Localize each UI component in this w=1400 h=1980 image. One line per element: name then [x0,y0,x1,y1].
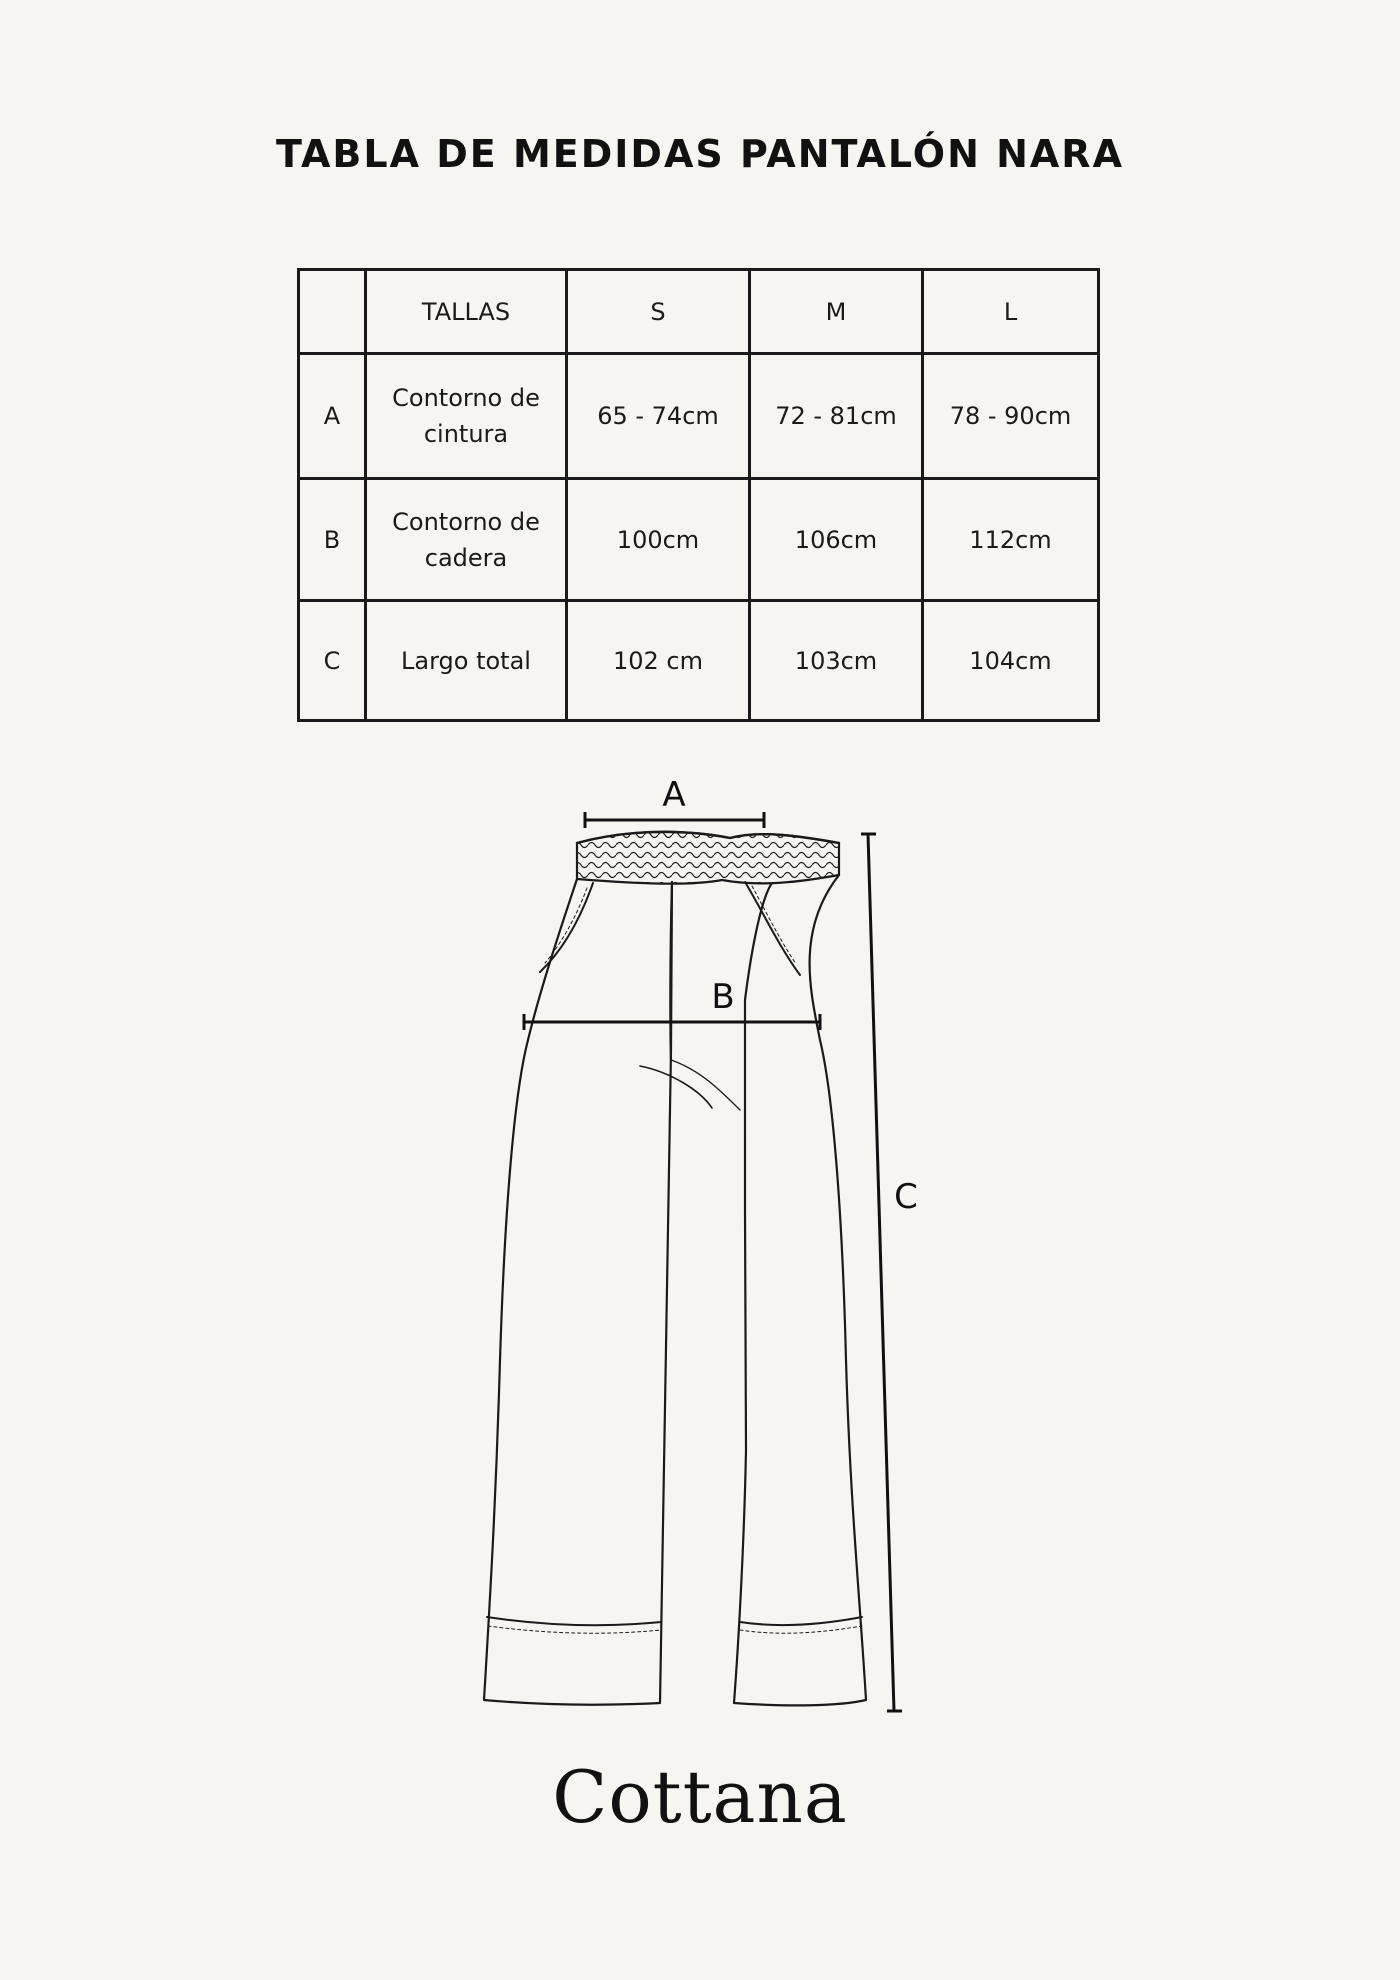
row-key: B [299,479,366,601]
value-size-l: 104cm [923,601,1099,721]
table-header-row [299,270,1099,354]
label-a: A [662,775,686,815]
size-chart-table [297,268,1100,722]
value-size-s: 102 cm [567,601,750,721]
value-size-m: 103cm [750,601,923,721]
row-label-line1: Contorno de [392,507,540,536]
trousers-outline [484,832,866,1706]
row-label-line1: Contorno de [392,384,540,412]
label-b: B [711,977,735,1017]
measure-c [861,834,902,1711]
waistband [577,832,839,884]
table-row [299,354,1099,479]
value-size-m: 72 - 81cm [750,354,923,479]
header-cell-size-m: M [750,270,923,354]
left-hem [487,1617,661,1625]
row-label [366,354,567,479]
header-cell-size-s: S [567,270,750,354]
table-row [299,479,1099,601]
right-leg-outline [734,875,866,1705]
left-leg-outline [484,879,672,1705]
brand-logo: Cottana [552,1755,848,1839]
page-title: TABLA DE MEDIDAS PANTALÓN NARA [276,132,1124,176]
value-size-l: 78 - 90cm [923,354,1099,479]
row-label [366,479,567,601]
trousers-diagram [0,760,1400,1730]
header-cell-tallas: TALLAS [366,270,567,354]
header-cell-empty [299,270,366,354]
row-label [366,601,567,721]
right-pocket [745,882,800,975]
value-size-l: 112cm [923,479,1099,601]
row-label-line1: Largo total [401,646,531,675]
row-key: A [299,354,366,479]
row-key: C [299,601,366,721]
value-size-m: 106cm [750,479,923,601]
label-c: C [894,1177,918,1217]
value-size-s: 65 - 74cm [567,354,750,479]
row-label-line2: cadera [424,543,508,572]
row-label-line2: cintura [423,420,509,448]
value-size-s: 100cm [567,479,750,601]
right-hem [740,1617,862,1625]
table-row [299,601,1099,721]
header-cell-size-l: L [923,270,1099,354]
